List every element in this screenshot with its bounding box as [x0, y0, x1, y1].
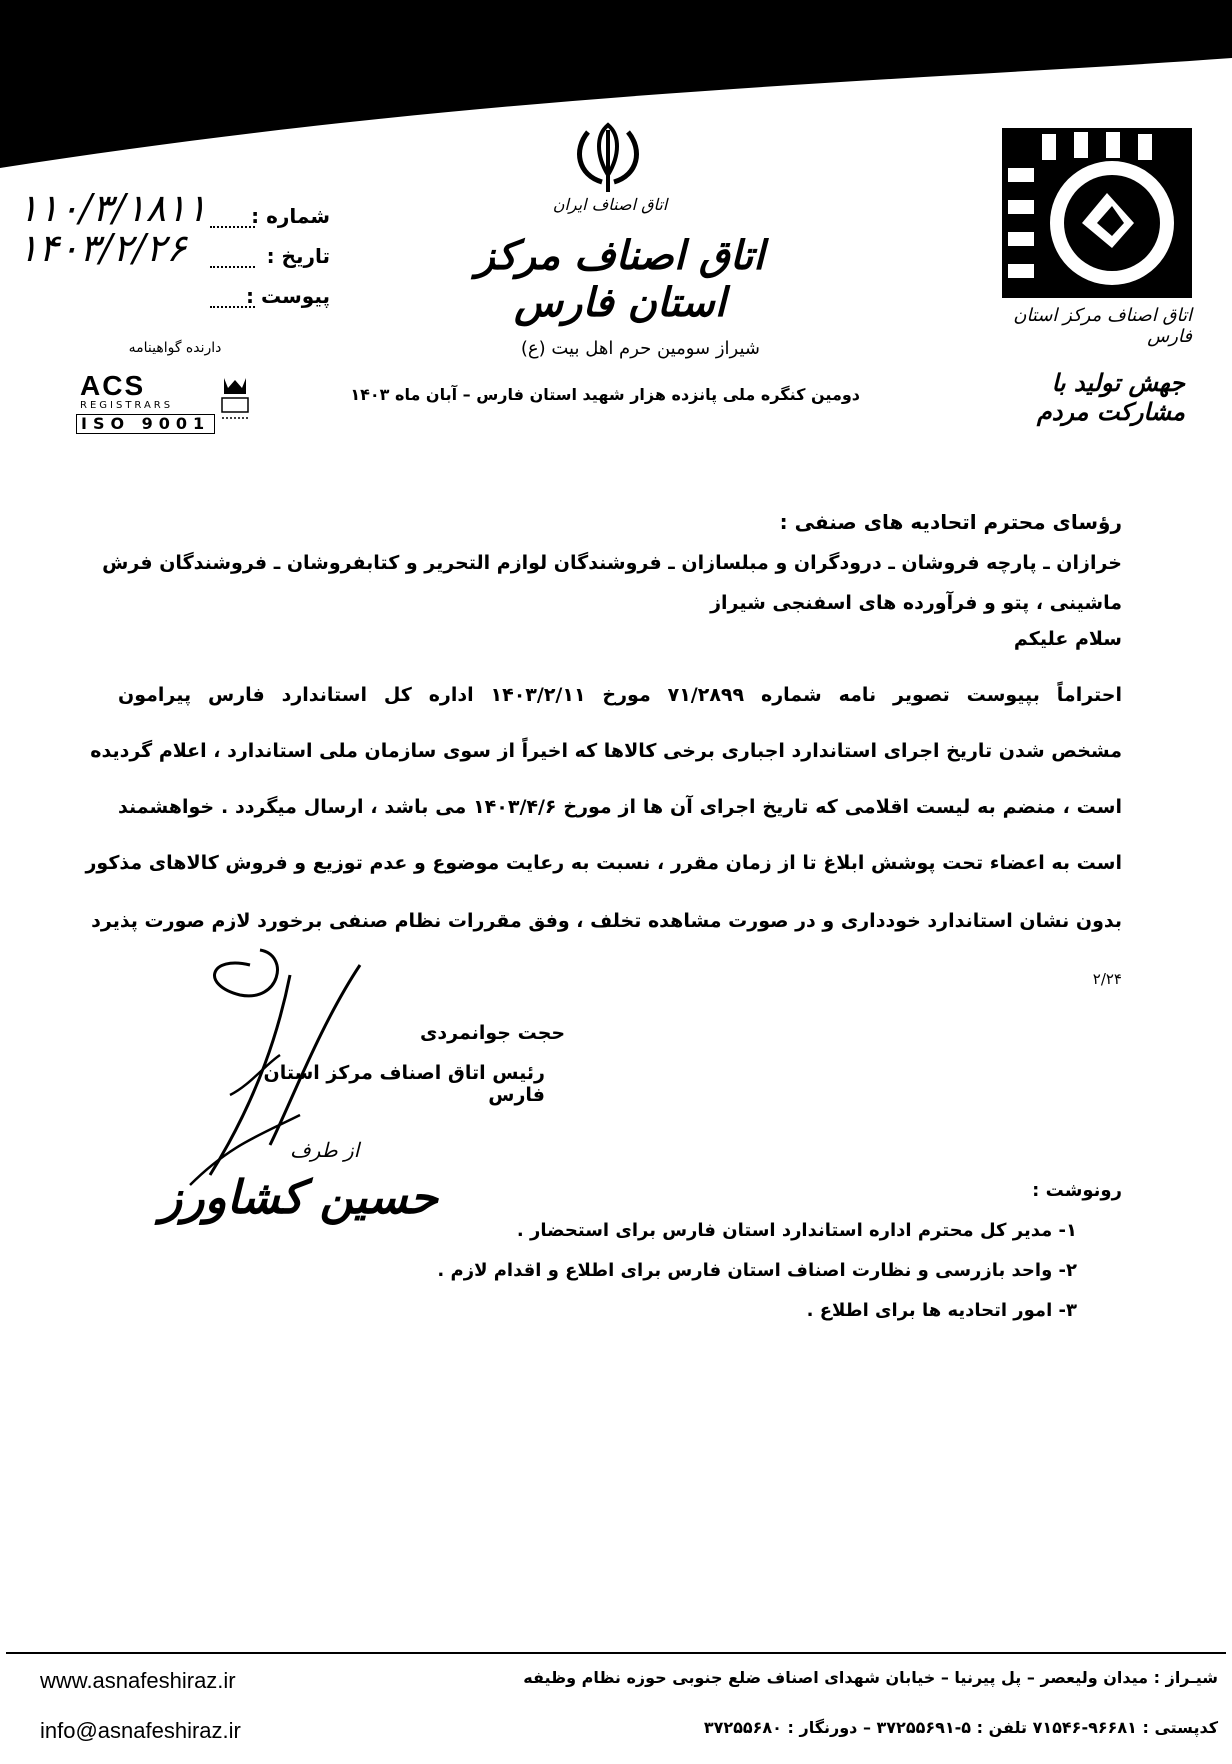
addressees-line-2: ماشینی ، پتو و فرآورده های اسفنجی شیراز	[710, 592, 1122, 614]
signer-name: حجت جوانمردی	[420, 1022, 566, 1044]
attachment-label: پیوست :	[245, 284, 330, 308]
date-dots	[210, 266, 255, 268]
copy-item: ۲- واحد بازرسی و نظارت اصناف استان فارس برای اطلاع و اقدام لازم .	[437, 1260, 1077, 1281]
salutation: رؤسای محترم اتحادیه های صنفی :	[779, 510, 1122, 534]
number-dots	[210, 226, 255, 228]
certificate-label: دارنده گواهینامه	[128, 340, 222, 356]
email-link[interactable]: info@asnafeshiraz.ir	[40, 1718, 241, 1743]
paragraph-line: است به اعضاء تحت پوشش ابلاغ تا از زمان مقرر ، نسبت به رعایت موضوع و عدم توزیع و فروش کالاهای مذکور	[85, 852, 1122, 874]
attachment-dots	[210, 306, 255, 308]
date-value: ۱۴۰۳/۲/۲۶	[18, 226, 187, 270]
page-code: ۲/۲۴	[1092, 970, 1122, 988]
greeting: سلام علیکم	[1013, 628, 1122, 650]
paragraph-line: احتراماً بپیوست تصویر نامه شماره ۷۱/۲۸۹۹ مورخ ۱۴۰۳/۲/۱۱ اداره کل استاندارد فارس پیرامون	[118, 684, 1122, 706]
footer-divider	[6, 1652, 1226, 1654]
city-tagline: شیراز سومین حرم اهل بیت (ع)	[520, 338, 760, 359]
attachment-row	[10, 280, 330, 316]
signer-title: رئیس اتاق اصناف مرکز استان فارس	[263, 1062, 545, 1106]
slogan: جهش تولید با مشارکت مردم	[1036, 368, 1185, 426]
paragraph-line: مشخص شدن تاریخ اجرای استاندارد اجباری برخی کالاها که اخیراً از سوی سازمان ملی استاندارد ، اعلام گردیده	[90, 740, 1122, 762]
footer-contacts: کدپستی : ۹۶۶۸۱-۷۱۵۴۶ تلفن : ۵-۳۷۲۵۵۶۹۱ – دورنگار : ۳۷۲۵۵۶۸۰	[703, 1718, 1218, 1737]
copy-item: ۱- مدیر کل محترم اداره استاندارد استان فارس برای استحضار .	[516, 1220, 1077, 1241]
handwritten-name: حسین کشاورز	[160, 1170, 438, 1224]
reference-block	[10, 186, 330, 320]
asnaf-gear-logo-icon	[1002, 128, 1192, 298]
number-label: شماره :	[251, 204, 330, 228]
footer-address: شیـراز : میدان ولیعصر – پل پیرنیا – خیابان شهدای اصناف ضلع جنوبی حوزه نظام وظیفه	[523, 1668, 1218, 1687]
iso-text: ISO 9001	[76, 414, 215, 434]
iran-emblem-icon	[568, 120, 648, 200]
date-label: تاریخ :	[266, 244, 330, 268]
logo-caption: اتاق اصناف مرکز استان فارس	[1013, 305, 1192, 347]
ukas-crown-icon	[220, 374, 250, 430]
congress-line: دومین کنگره ملی پانزده هزار شهید استان فارس – آبان ماه ۱۴۰۳	[350, 385, 860, 404]
acs-logo-text: ACS	[80, 370, 146, 401]
org-title: اتاق اصناف مرکز استان فارس	[475, 232, 765, 326]
date-row	[10, 226, 330, 276]
registrars-text: REGISTRARS	[80, 400, 174, 411]
paragraph-line: است ، منضم به لیست اقلامی که تاریخ اجرای آن ها از مورخ ۱۴۰۳/۴/۶ می باشد ، ارسال میگردد . خواهشمند	[118, 796, 1122, 818]
copy-item: ۳- امور اتحادیه ها برای اطلاع .	[806, 1300, 1077, 1321]
paragraph-line: بدون نشان استاندارد خودداری و در صورت مشاهده تخلف ، وفق مقررات نظام صنفی برخورد لازم صورت پذیرد	[91, 910, 1122, 932]
number-value: ۱۱۰/۳/۱۸۱۱	[18, 186, 207, 230]
on-behalf-note: از طرف	[290, 1138, 360, 1162]
addressees-line-1: خرازان ـ پارچه فروشان ـ درودگران و مبلسازان ـ فروشندگان لوازم التحریر و کتابفروشان ـ فروشندگان فرش	[102, 552, 1122, 574]
org-parent-title: اتاق اصناف ایران	[552, 195, 668, 214]
website-link[interactable]: www.asnafeshiraz.ir	[40, 1668, 236, 1693]
copies-label: رونوشت :	[1032, 1180, 1122, 1201]
iso-certificate-badge	[70, 368, 250, 434]
